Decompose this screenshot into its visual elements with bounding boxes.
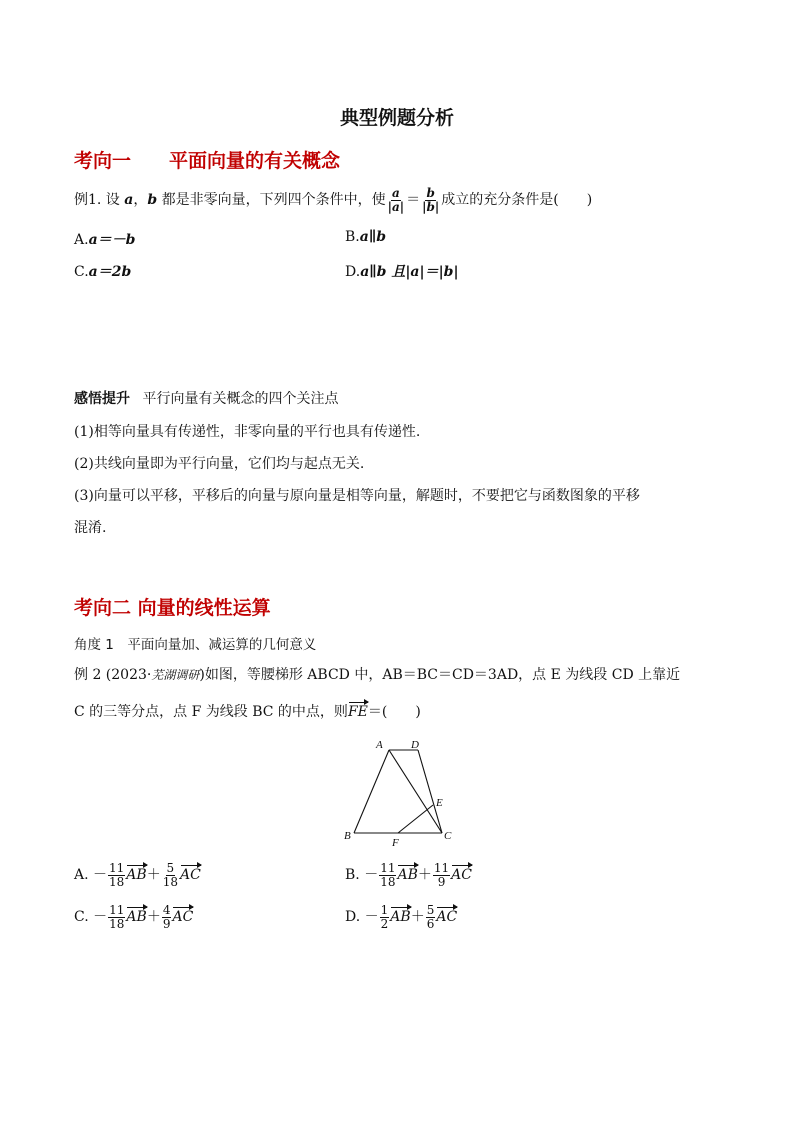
option-2c-f2-den: 9 <box>162 916 171 931</box>
option-2b-f2-den: 9 <box>437 874 446 889</box>
label-a: A <box>376 739 383 751</box>
option-2d-label: D. － <box>345 909 379 926</box>
example1-text1: 都是非零向量，下列四个条件中，使 <box>161 192 386 208</box>
option-2a-vector-ac: AC <box>179 867 201 884</box>
option-2a-f2-den: 18 <box>162 874 178 889</box>
segment-ac <box>389 750 442 833</box>
option-1b <box>345 229 386 245</box>
var-a: a <box>124 192 134 208</box>
option-2b-plus: ＋ <box>417 867 432 884</box>
comma: ， <box>133 192 148 208</box>
section1-heading: 考向一 平面向量的有关概念 <box>74 150 341 172</box>
option-2c-label: C. － <box>74 909 108 926</box>
insight-title: 平行向量有关概念的四个关注点 <box>142 391 339 407</box>
example1-label: 例1. 设 <box>74 192 120 208</box>
example2-text2: C 的三等分点，点 F 为线段 BC 的中点，则 <box>74 704 348 720</box>
option-2b-vector-ac: AC <box>451 867 472 884</box>
option-2b-vector-ab: AB <box>397 867 418 884</box>
label-b: B <box>344 830 351 842</box>
segment-fe <box>398 805 433 833</box>
frac2-numerator: b <box>426 185 435 200</box>
angle-heading: 角度 1 平面向量加、减运算的几何意义 <box>74 637 317 653</box>
example1-question <box>74 184 592 216</box>
frac2-denominator: |b| <box>422 199 440 214</box>
insight-item-3-cont: 混淆. <box>74 520 107 536</box>
option-1d <box>345 261 459 281</box>
label-e: E <box>436 797 443 809</box>
option-2c-f2-num: 4 <box>162 903 171 917</box>
example2-end: ＝( ) <box>367 704 421 720</box>
example2-source: 芜湖调研 <box>151 668 200 682</box>
option-2c-plus: ＋ <box>146 909 161 926</box>
option-1a-expr: a＝－b <box>88 232 136 248</box>
option-2b-label: B. － <box>345 867 379 884</box>
insight-heading <box>74 388 338 408</box>
option-2a-f1-num: 11 <box>109 861 125 875</box>
option-2d-vector-ac: AC <box>436 909 458 926</box>
var-b: b <box>147 192 158 208</box>
option-2c <box>74 904 193 930</box>
option-2d-plus: ＋ <box>410 909 425 926</box>
example2-text1: )如图，等腰梯形 ABCD 中，AB＝BC＝CD＝3AD，点 E 为线段 CD 上靠近 <box>199 667 681 683</box>
insight-item-1: (1)相等向量具有传递性，非零向量的平行也具有传递性. <box>74 424 421 440</box>
label-d: D <box>411 739 419 751</box>
example2-prefix: 例 2 (2023· <box>74 667 152 683</box>
example2-line1 <box>74 664 680 684</box>
option-1d-expr: a∥b 且|a|＝|b| <box>360 264 459 280</box>
vector-fe: FE <box>347 704 368 720</box>
label-c: C <box>444 830 452 842</box>
trapezoid-figure <box>335 733 460 851</box>
option-2c-f1-den: 18 <box>109 916 125 931</box>
option-2a-f2-num: 5 <box>166 861 175 875</box>
option-2d-f1-num: 1 <box>380 903 389 917</box>
option-2b-f1-num: 11 <box>380 861 396 875</box>
option-1c <box>74 261 131 281</box>
option-2d-f1-den: 2 <box>380 916 389 931</box>
option-1b-label: B. <box>345 229 360 245</box>
equals-sign: ＝ <box>406 192 421 208</box>
insight-label: 感悟提升 <box>74 391 130 407</box>
option-2b-f1-den: 18 <box>380 874 396 889</box>
option-2b-f2-num: 11 <box>433 861 450 875</box>
option-1c-expr: a＝2b <box>88 264 132 280</box>
option-2a-plus: ＋ <box>146 867 161 884</box>
option-2b <box>345 862 472 888</box>
option-1a <box>74 229 135 249</box>
segment-ab <box>354 750 389 833</box>
option-2a-f1-den: 18 <box>109 874 125 889</box>
insight-item-2: (2)共线向量即为平行向量，它们均与起点无关. <box>74 456 365 472</box>
insight-item-3: (3)向量可以平移，平移后的向量与原向量是相等向量，解题时，不要把它与函数图象的平移 <box>74 488 640 504</box>
option-2d <box>345 904 457 930</box>
option-2d-f2-num: 5 <box>426 903 435 917</box>
example2-line2 <box>74 701 421 721</box>
option-2d-vector-ab: AB <box>390 909 411 926</box>
option-1d-label: D. <box>345 264 361 280</box>
option-2a-vector-ab: AB <box>126 867 147 884</box>
option-1b-expr: a∥b <box>359 229 387 245</box>
section2-heading: 考向二 向量的线性运算 <box>74 597 271 619</box>
option-2a <box>74 862 201 888</box>
fraction-b-over-norm-b <box>421 187 440 213</box>
option-2d-f2-den: 6 <box>426 916 435 931</box>
frac1-numerator: a <box>391 185 400 200</box>
option-2c-vector-ab: AB <box>126 909 147 926</box>
frac1-denominator: |a| <box>387 199 405 214</box>
option-2c-vector-ac: AC <box>172 909 194 926</box>
segment-dc <box>418 750 442 833</box>
option-1c-label: C. <box>74 264 89 280</box>
option-1a-label: A. <box>74 232 89 248</box>
example1-text2: 成立的充分条件是( ) <box>441 192 593 208</box>
fraction-a-over-norm-a <box>387 187 406 213</box>
page-title: 典型例题分析 <box>339 107 454 129</box>
label-f: F <box>392 837 399 849</box>
option-2c-f1-num: 11 <box>109 903 125 917</box>
option-2a-label: A. － <box>74 867 108 884</box>
